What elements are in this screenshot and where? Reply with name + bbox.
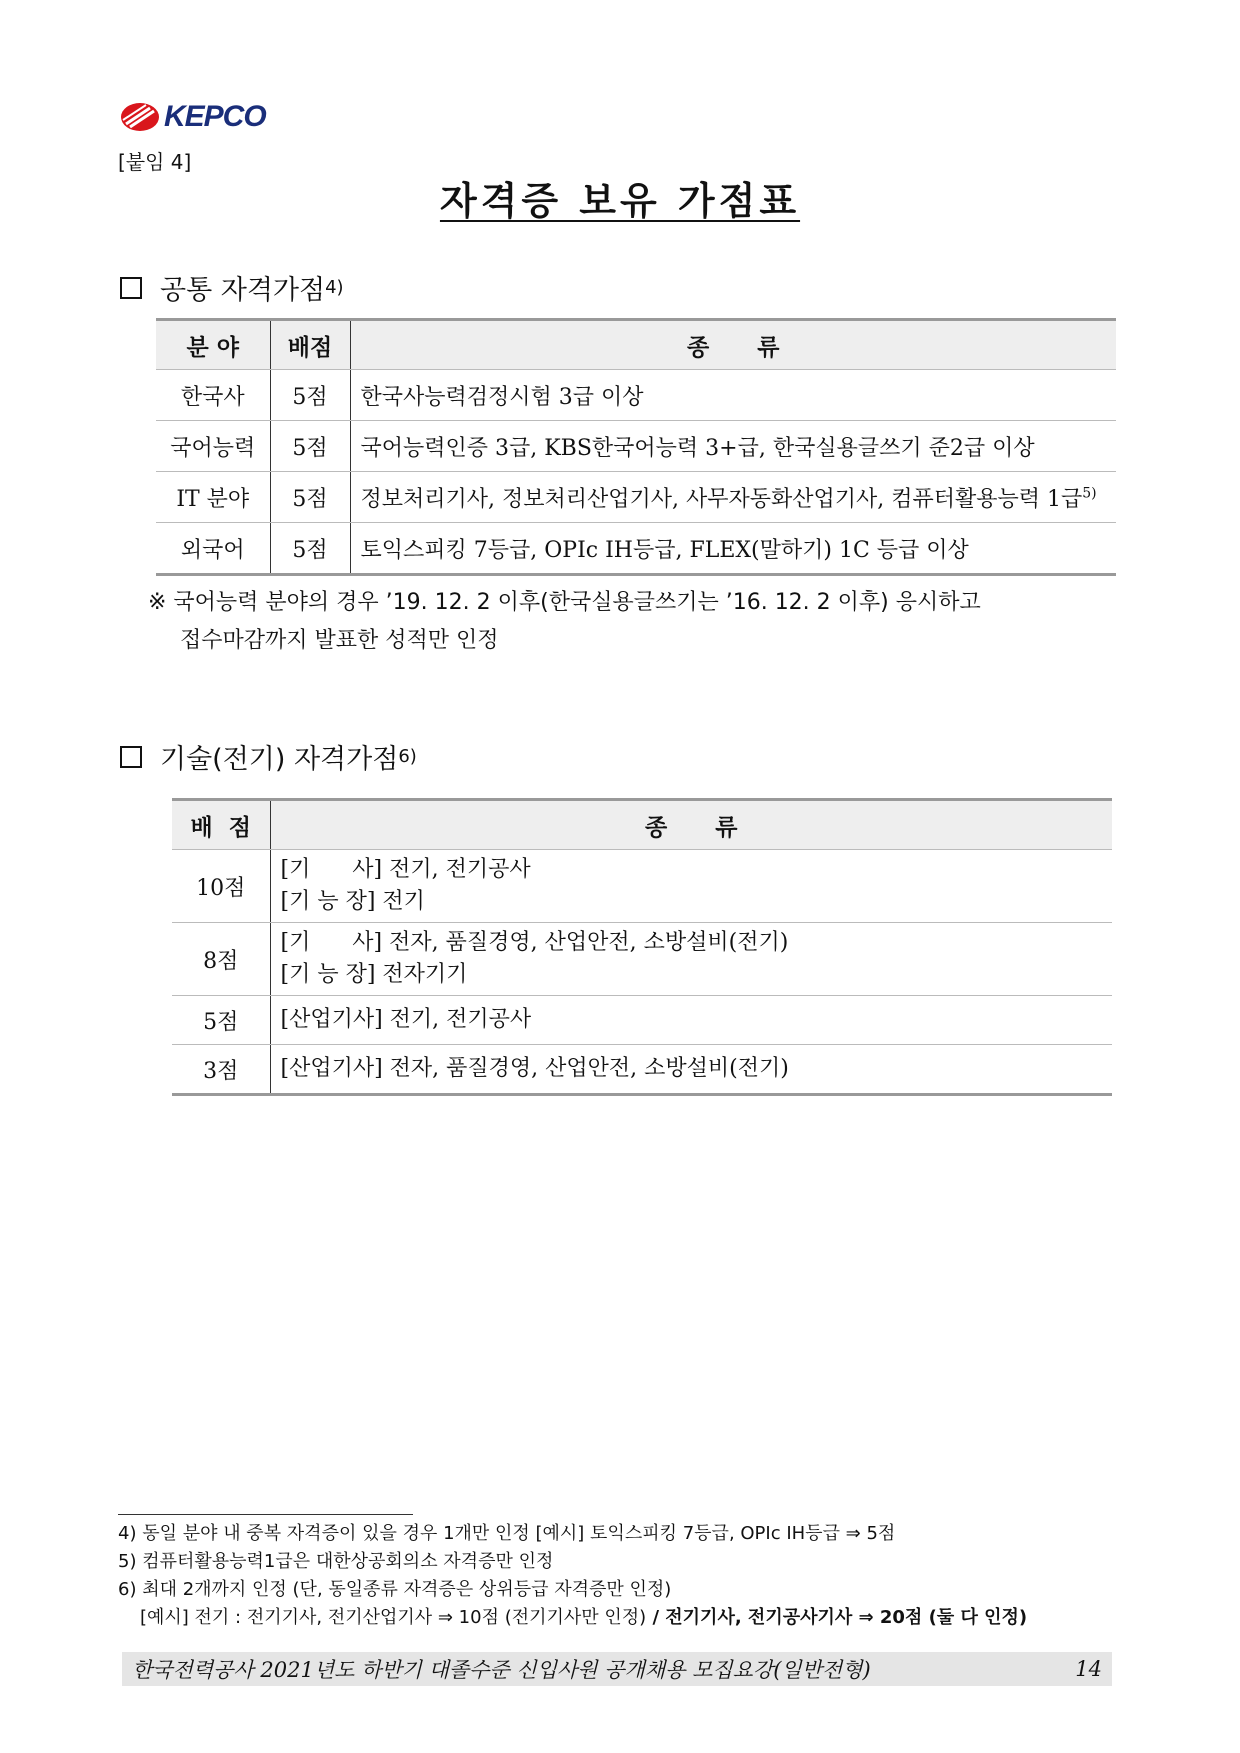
section-common-heading: 공통 자격가점 4) <box>120 268 344 307</box>
footer-text: 한국전력공사 2021년도 하반기 대졸수준 신입사원 공개채용 모집요강(일반전형) <box>132 1658 871 1682</box>
types-cell: [기 사] 전자, 품질경영, 산업안전, 소방설비(전기) [기 능 장] 전자기기 <box>270 923 1112 996</box>
page-number: 14 <box>1075 1657 1102 1681</box>
types-cell: [산업기사] 전기, 전기공사 <box>270 996 1112 1045</box>
kepco-emblem-icon <box>120 102 160 132</box>
points-cell: 5점 <box>270 472 350 523</box>
types-cell: 정보처리기사, 정보처리산업기사, 사무자동화산업기사, 컴퓨터활용능력 1급$^{5)}$ <box>350 472 1116 523</box>
header-points: 배점 <box>270 320 350 370</box>
types-cell: [기 사] 전기, 전기공사 [기 능 장] 전기 <box>270 850 1112 923</box>
field-cell: IT 분야 <box>156 472 270 523</box>
table-header-row <box>156 320 1116 370</box>
table-row <box>172 1045 1112 1095</box>
points-cell: 5점 <box>270 370 350 421</box>
table-row <box>156 472 1116 523</box>
kepco-logo <box>120 100 266 134</box>
page-title: 자격증 보유 가점표 <box>439 179 801 223</box>
footnote-6-example: [예시] 전기 : 전기기사, 전기산업기사 ⇒ 10점 (전기기사만 인정) / 전기기사, 전기공사기사 ⇒ 20점 (둘 다 인정) <box>140 1607 1028 1628</box>
checkbox-square-icon <box>120 277 142 299</box>
logo-text: KEPCO <box>164 100 266 133</box>
table-row <box>172 923 1112 996</box>
footnote-5: 5) 컴퓨터활용능력1급은 대한상공회의소 자격증만 인정 <box>118 1551 554 1572</box>
tech-points-table <box>172 798 1112 1096</box>
table-header-row <box>172 800 1112 850</box>
footnotes <box>118 1520 1027 1632</box>
field-cell: 외국어 <box>156 523 270 575</box>
note <box>148 584 981 660</box>
types-cell: [산업기사] 전자, 품질경영, 산업안전, 소방설비(전기) <box>270 1045 1112 1095</box>
note-line-1: ※ 국어능력 분야의 경우 ’19. 12. 2 이후(한국실용글쓰기는 ’16. 12. 2 이후) 응시하고 <box>148 590 981 615</box>
points-cell: 5점 <box>172 996 270 1045</box>
header-points: 배 점 <box>172 800 270 850</box>
table-row <box>172 996 1112 1045</box>
common-points-table <box>156 318 1116 576</box>
field-cell: 한국사 <box>156 370 270 421</box>
table-row <box>156 523 1116 575</box>
points-cell: 10점 <box>172 850 270 923</box>
footnote-6: 6) 최대 2개까지 인정 (단, 동일종류 자격증은 상위등급 자격증만 인정) <box>118 1579 672 1600</box>
types-cell: 한국사능력검정시험 3급 이상 <box>350 370 1116 421</box>
attachment-label: [붙임 4] <box>118 150 192 174</box>
page-footer <box>122 1652 1112 1686</box>
table-row <box>156 421 1116 472</box>
footnote-4: 4) 동일 분야 내 중복 자격증이 있을 경우 1개만 인정 [예시] 토익스피킹 7등급, OPIc IH등급 ⇒ 5점 <box>118 1523 896 1544</box>
table-row <box>172 850 1112 923</box>
points-cell: 5점 <box>270 523 350 575</box>
types-cell: 국어능력인증 3급, KBS한국어능력 3+급, 한국실용글쓰기 준2급 이상 <box>350 421 1116 472</box>
points-cell: 5점 <box>270 421 350 472</box>
footnote-divider <box>118 1514 413 1515</box>
points-cell: 8점 <box>172 923 270 996</box>
types-cell: 토익스피킹 7등급, OPIc IH등급, FLEX(말하기) 1C 등급 이상 <box>350 523 1116 575</box>
field-cell: 국어능력 <box>156 421 270 472</box>
header-field: 분 야 <box>156 320 270 370</box>
header-types: 종 류 <box>350 320 1116 370</box>
note-line-2: 접수마감까지 발표한 성적만 인정 <box>180 628 499 653</box>
section-tech-heading: 기술(전기) 자격가점 6) <box>120 737 417 776</box>
points-cell: 3점 <box>172 1045 270 1095</box>
checkbox-square-icon <box>120 746 142 768</box>
table-row <box>156 370 1116 421</box>
header-types: 종 류 <box>270 800 1112 850</box>
